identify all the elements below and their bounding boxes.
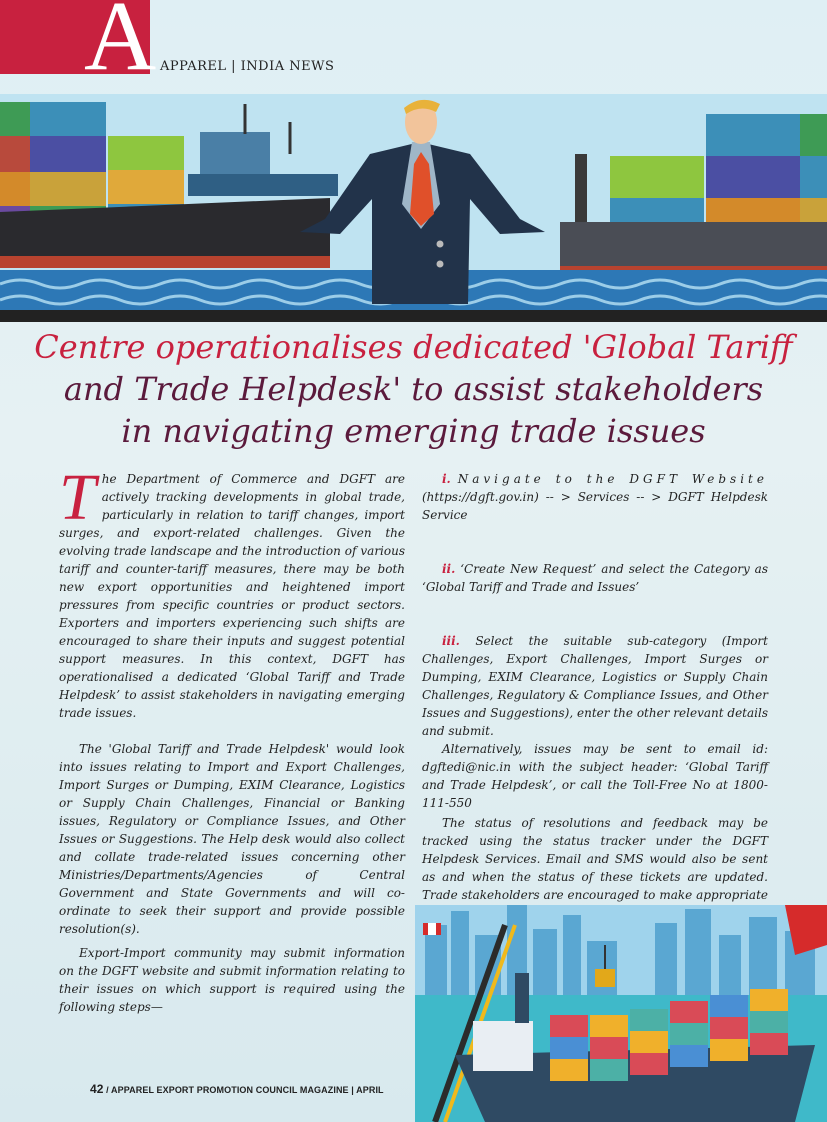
intro-paragraph	[59, 461, 405, 722]
trade-war-illustration	[0, 94, 827, 322]
status-tracking-text: The status of resolutions and feedback may be tracked using the status tracker under the DGFT Helpdesk Services. Email and SMS would also be sent as and when the status of these tickets are updated. Trade stakeholders are encouraged to make appropriate	[422, 816, 768, 902]
step-3-text: Select the suitable sub-category (Import Challenges, Export Challenges, Import Surges or Dumping, EXIM Clearance, Logistics or Supply Chain Challenges, Regulatory & Compliance Issues, and Other Issues and Suggestions), enter the other relevant details and submit.	[422, 634, 768, 738]
title-line-1: Centre operationalises dedicated 'Global Tariff	[34, 328, 793, 366]
page-footer	[90, 1082, 384, 1096]
step-1-number: i.	[442, 472, 451, 486]
title-line-2: and Trade Helpdesk' to assist stakeholders	[63, 370, 764, 408]
container-port-illustration	[415, 905, 827, 1122]
paragraph-gap	[422, 596, 768, 614]
step-1-heading: Navigate to the DGFT Website	[457, 472, 768, 486]
footer-text: / APPAREL EXPORT PROMOTION COUNCIL MAGAZINE | APRIL	[106, 1085, 384, 1095]
port-illustration	[415, 905, 827, 1122]
step-2-number: ii.	[442, 562, 456, 576]
paragraph-gap	[422, 614, 768, 632]
alternative-contact-paragraph: Alternatively, issues may be sent to email id: dgftedi@nic.in with the subject header: ‘Global Tariff and Trade Helpdesk’, or call the Toll-Free No at 1800-111-550	[422, 742, 768, 810]
article-title	[20, 326, 807, 452]
logo-letter: A	[84, 0, 157, 91]
paragraph-gap	[59, 722, 405, 740]
title-line-3: in navigating emerging trade issues	[121, 412, 706, 450]
steps-intro-paragraph: Export-Import community may submit information on the DGFT website and submit information relating to their issues on which support is required using the following steps—	[59, 946, 405, 1014]
magazine-logo	[0, 0, 157, 91]
step-1-path: (https://dgft.gov.in) -- > Services -- > DGFT Helpdesk Service	[422, 490, 768, 522]
step-2	[422, 560, 768, 596]
step-1	[422, 470, 768, 524]
left-column	[59, 461, 405, 1016]
intro-text: he Department of Commerce and DGFT are actively tracking developments in global trade, particularly in relation to tariff changes, import surges, and export-related challenges. Given the evolving trade landscape and the introduction of various tariff and counter-tariff measures, there may be both new export opportunities and heightened import pressures from specific countries or product sectors. Exporters and importers experiencing such shifts are encouraged to share their inputs and suggest potential support measures. In this context, DGFT has operationalised a dedicated ‘Global Tariff and Trade Helpdesk’ to assist stakeholders in navigating emerging trade issues.	[59, 472, 405, 720]
step-3-number: iii.	[442, 634, 460, 648]
paragraph-gap	[422, 524, 768, 542]
right-column	[422, 470, 768, 922]
page-number: 42	[90, 1082, 104, 1096]
section-header: APPAREL | INDIA NEWS	[160, 59, 335, 74]
step-2-text: ‘Create New Request’ and select the Category as ‘Global Tariff and Trade and Issues’	[422, 562, 768, 594]
hero-illustration	[0, 94, 827, 322]
paragraph-gap	[422, 542, 768, 560]
drop-cap: T	[59, 461, 96, 534]
step-3	[422, 632, 768, 740]
helpdesk-scope-paragraph: The 'Global Tariff and Trade Helpdesk' would look into issues relating to Import and Export Challenges, Import Surges or Dumping, EXIM Clearance, Logistics or Supply Chain Challenges, Financial or Banking issues, Regulatory or Compliance Issues, and Other Issues or Suggestions. The Help desk would also collect and collate trade-related issues concerning other Ministries/Departments/Agencies of Central Government and State Governments and will co-ordinate to seek their support and provide possible resolution(s).	[59, 742, 405, 936]
